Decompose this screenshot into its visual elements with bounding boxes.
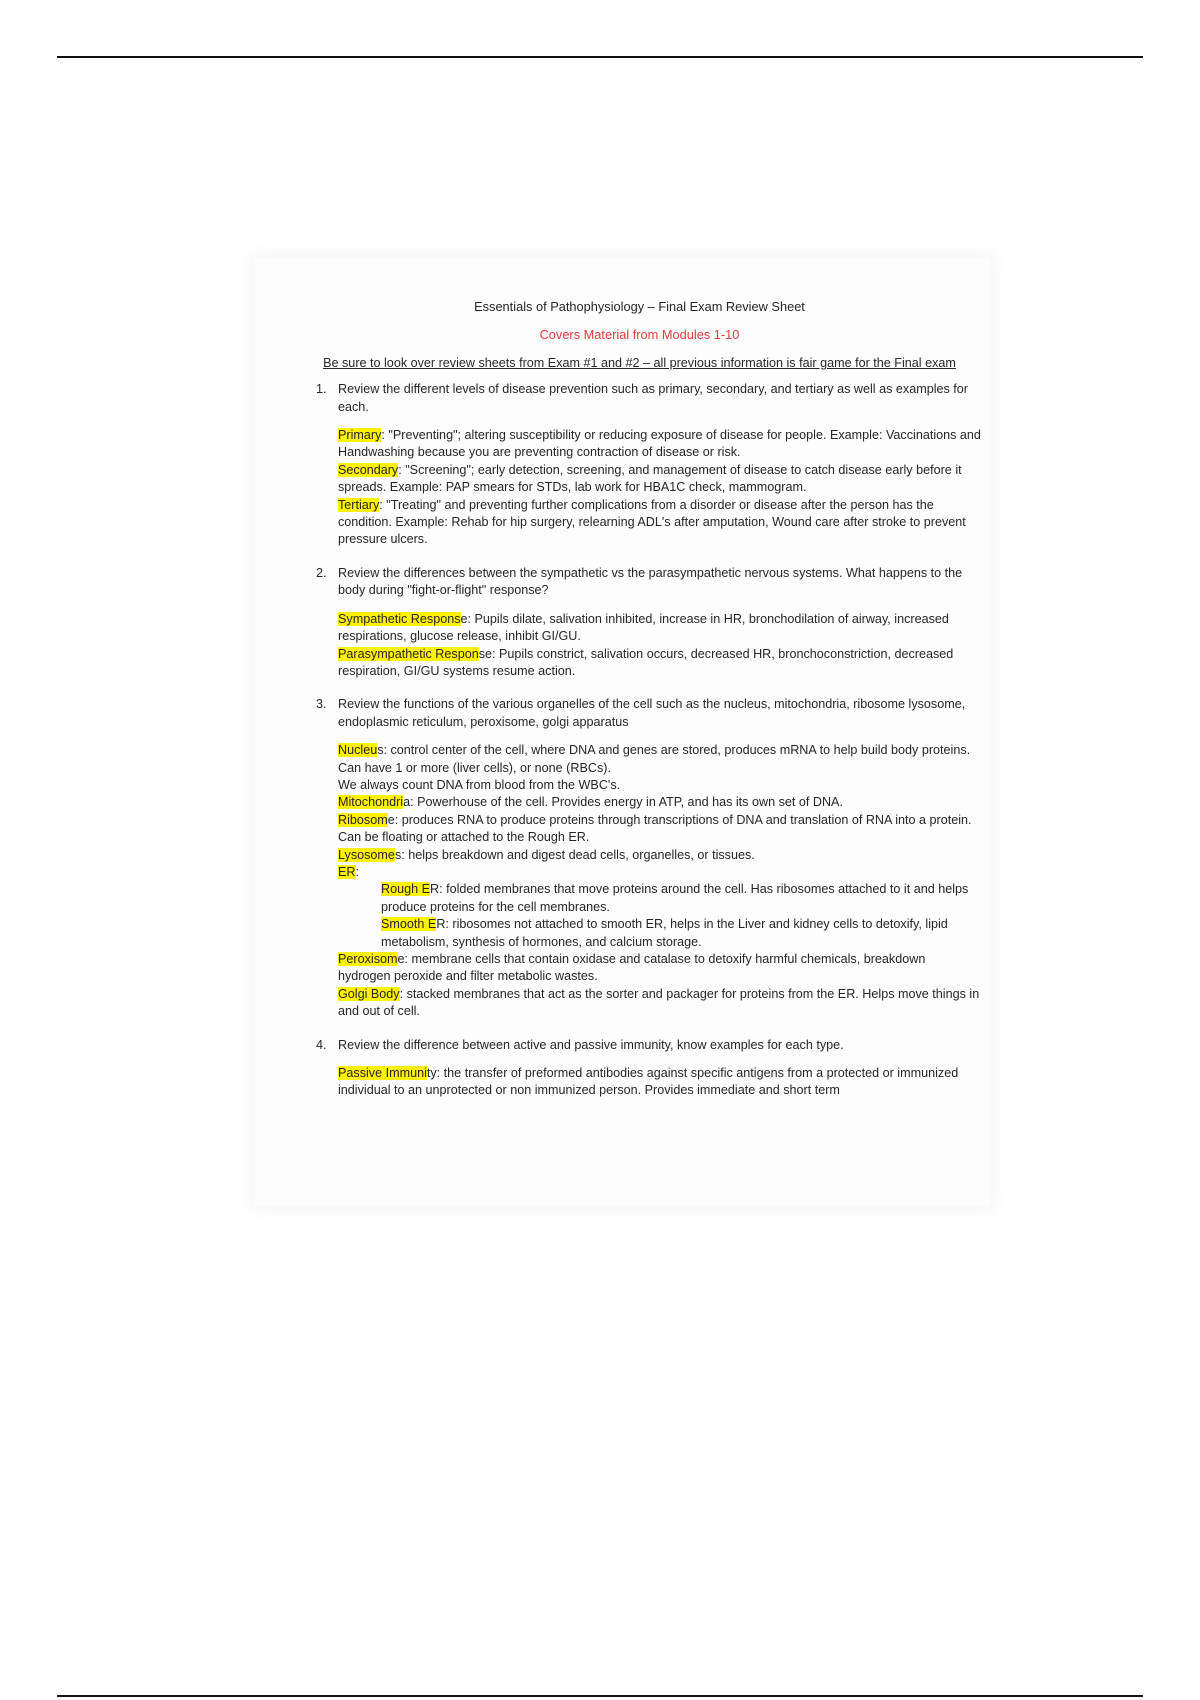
document-subtitle: Covers Material from Modules 1-10: [539, 327, 740, 343]
answers-3: [298, 742, 981, 1021]
answer-tertiary: [338, 497, 981, 549]
answer-text: e: Pupils dilate, salivation inhibited, increase in HR, bronchodilation of airway, increased respirations, glucose release, inhibit GI/GU.: [338, 611, 949, 644]
document-content: [298, 298, 981, 1100]
answer-text: a: Powerhouse of the cell. Provides energy in ATP, and has its own set of DNA.: [403, 795, 843, 810]
answer-text: R: folded membranes that move proteins around the cell. Has ribosomes attached to it and helps produce proteins for the cell membranes.: [381, 882, 969, 914]
review-notice: Be sure to look over review sheets from Exam #1 and #2 – all previous information is fair game for the Final exam: [323, 355, 956, 370]
answer-lysosomes: [338, 847, 981, 864]
answers-4: [298, 1065, 981, 1100]
question-number: 4.: [316, 1037, 327, 1052]
answer-text: : "Treating" and preventing further complications from a disorder or disease after the person has the condition. Example: Rehab for hip surgery, relearning ADL's after amputation, Wound care after stroke to prevent pressure ulcers.: [338, 497, 966, 547]
highlighted-term: Secondary: [338, 462, 399, 477]
question-2: [298, 565, 981, 600]
answer-dna-note: [338, 777, 981, 794]
answer-text: : "Screening"; early detection, screening, and management of disease to catch disease early before it spreads. Example: PAP smears for STDs, lab work for HBA1C check, mammogram.: [338, 462, 962, 495]
highlighted-term: Peroxisom: [338, 952, 398, 966]
answer-text: R: ribosomes not attached to smooth ER, helps in the Liver and kidney cells to detoxify, lipid metabolism, synthesis of hormones, and calcium storage.: [381, 917, 948, 949]
question-text: Review the different levels of disease prevention such as primary, secondary, and tertiary as well as examples for each.: [338, 382, 968, 414]
answer-sympathetic: [338, 611, 981, 646]
answers-2: [298, 611, 981, 681]
question-text: Review the functions of the various organelles of the cell such as the nucleus, mitochondria, ribosome lysosome, endoplasmic reticulum, peroxisome, golgi apparatus: [338, 697, 966, 729]
answer-text: ty: the transfer of preformed antibodies against specific antigens from a protected or immunized individual to an unprotected or non immunized person. Provides immediate and short term: [338, 1066, 959, 1098]
answer-text: e: membrane cells that contain oxidase and catalase to detoxify harmful chemicals, breakdown hydrogen peroxide and filter metabolic wastes.: [338, 952, 926, 984]
question-text: Review the differences between the sympathetic vs the parasympathetic nervous systems. What happens to the body during "fight-or-flight" response?: [338, 565, 963, 598]
answer-golgi-body: [338, 986, 981, 1021]
highlighted-term: Primary: [338, 428, 382, 443]
answers-1: [298, 427, 981, 549]
bottom-rule: [57, 1695, 1143, 1697]
answer-parasympathetic: [338, 646, 981, 681]
answer-text: s: helps breakdown and digest dead cells, organelles, or tissues.: [394, 847, 755, 862]
answer-primary: [338, 427, 981, 462]
question-1: [298, 381, 981, 416]
highlighted-term: Smooth E: [381, 917, 437, 932]
answer-text: :: [355, 864, 359, 879]
answer-rough-er: [338, 881, 981, 916]
top-rule: [57, 56, 1143, 58]
answer-text: se: Pupils constrict, salivation occurs, decreased HR, bronchoconstriction, decreased respiration, GI/GU systems resume action.: [338, 646, 954, 678]
question-text: Review the difference between active and passive immunity, know examples for each type.: [338, 1037, 844, 1052]
highlighted-term: Sympathetic Respons: [338, 611, 461, 626]
question-3: [298, 696, 981, 731]
question-number: 2.: [316, 565, 327, 580]
highlighted-term: Nucleu: [338, 743, 378, 758]
answer-er: [338, 864, 981, 881]
question-4: [298, 1037, 981, 1054]
highlighted-term: Golgi Body: [338, 986, 400, 1001]
answer-text: : stacked membranes that act as the sorter and packager for proteins from the ER. Helps move things in and out of cell.: [338, 986, 980, 1019]
answer-ribosome: [338, 812, 981, 847]
question-number: 3.: [316, 697, 327, 712]
answer-smooth-er: [338, 916, 981, 951]
highlighted-term: Parasympathetic Respon: [338, 646, 479, 661]
answer-text: s: control center of the cell, where DNA and genes are stored, produces mRNA to help build body proteins. Can have 1 or more (liver cells), or none (RBCs).: [338, 743, 971, 775]
document-title: Essentials of Pathophysiology – Final Exam Review Sheet: [474, 299, 805, 314]
answer-text: We always count DNA from blood from the WBC's.: [338, 777, 621, 792]
answer-secondary: [338, 462, 981, 497]
highlighted-term: Ribosom: [338, 812, 388, 827]
answer-peroxisome: [338, 951, 981, 986]
answer-passive-immunity: [338, 1065, 981, 1100]
question-number: 1.: [316, 382, 327, 397]
answer-nucleus: [338, 742, 981, 777]
highlighted-term: ER: [338, 864, 356, 879]
answer-text: : "Preventing"; altering susceptibility or reducing exposure of disease for people. Example: Vaccinations and Handwashing because you are preventing contraction of disease or risk.: [338, 428, 981, 460]
highlighted-term: Lysosome: [338, 847, 395, 862]
highlighted-term: Rough E: [381, 882, 431, 897]
highlighted-term: Tertiary: [338, 497, 380, 512]
answer-mitochondria: [338, 794, 981, 811]
highlighted-term: Passive Immuni: [338, 1066, 427, 1081]
highlighted-term: Mitochondri: [338, 795, 404, 810]
document-page: [255, 258, 990, 1206]
answer-text: e: produces RNA to produce proteins through transcriptions of DNA and translation of RNA into a protein. Can be floating or attached to the Rough ER.: [338, 812, 972, 845]
